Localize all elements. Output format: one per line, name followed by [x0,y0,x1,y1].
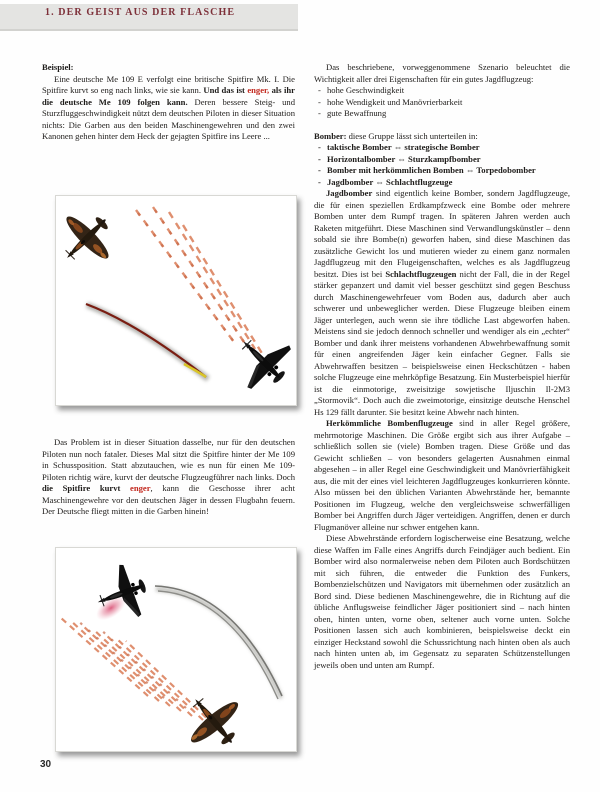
example-label: Beispiel: [42,62,74,72]
text-segment: diese Gruppe lässt sich unterteilen in: [346,130,478,141]
dogfight-illustration-2 [56,548,294,749]
turn-path-swoosh [86,304,208,379]
text-segment: Deren bessere Steig- und Sturzfluggeschwindigkeit nützt dem deutschen Piloten in dieser Situation nichts: Die Garben aus den beiden Maschinengewehren und den zwei Kanonen gehen hinter dem Heck der gejagten Spitfire ins Leere ... [42,96,296,141]
fighter-traits-list [314,85,570,120]
tracer-fire-lines [136,207,263,355]
problem-paragraph [42,437,295,518]
text-segment: enger, [247,85,270,95]
text-segment: , kann die Geschosse ihrer acht Maschinengewehre vor den deutschen Jäger in dessen Flugbahn feuern. Der Deutsche fliegt mitten in die Garben hinein! [42,483,295,516]
text-segment: Das beschriebene, vorweggenommene Szenario beleuchtet die Wichtigkeit aller drei Eigenschaften für ein gutes Jagdflugzeug: [314,62,570,84]
list-item: - gute Bewaffnung [314,108,570,120]
text-segment: Bomber: [314,130,347,141]
tracer-fire-lines [60,617,214,725]
scenario-paragraph [314,62,570,85]
chapter-title: 1. DER GEIST AUS DER FLASCHE [45,7,236,18]
escape-path-swoosh [155,586,282,699]
tracer-fire-accents [138,210,246,345]
text-segment: Diese Abwehrstände erfordern logischerweise eine Besatzung, welche diese Waffen im Falle eines Angriffs durch Feindjäger auch bedient. Ein Bomber wird also normalerweise neben dem Piloten auch Bordschützen mit sich führen, die entweder die Funktion des Funkers, Bombenzielschützen und Navigators mit übernehmen oder zusätzlich an Bord sind. Diese bedienen Maschinengewehre, die in Richtung auf die übliche Anflugsweise feindlicher Jäger positioniert sind – nach hinten oben, hinten unten, vorne oben, seltener auch vorne unten. Solche Positionen lassen sich auch kombinieren, beispielsweise deckt ein einziger Heckstand sowohl die Schussrichtung nach hinten oben als auch nach hinten unten ab, im Gegensatz zu separaten Schützenstellungen jeweils oben und unten am Rumpf. [314,533,570,670]
text-segment: die Spitfire kurvt [42,483,131,493]
text-segment: enger [130,483,151,493]
problem-block [42,437,295,518]
bombenflugzeuge-paragraph [314,418,570,533]
bomber-types-list [314,142,570,188]
text-segment: Eine deutsche Me 109 E verfolgt eine britische Spitfire Mk. I. Die Spitfire kurvt so eng nach links, wie sie kann. [42,73,295,95]
spitfire-plane [172,680,254,749]
text-segment: sind eigentlich keine Bomber, sondern Jagdflugzeuge, die für einen speziellen Erdkampfzweck eine Bombe oder mehrere Bomben unter dem Rumpf tragen. In späteren Jahren werden auch Raketen mitgeführt. Diese Maschinen sind Verwandlungskünstler – denn sobald sie ihre Bombe(n) geworfen haben, sind diese Maschinen das zusätzliche Gewicht los und mutieren wieder zu einem ganz normalen Jagdflugzeug mit den Flugeigenschaften, welches es als Jagdflugzeug besitzt. Dies ist bei [314,188,570,279]
list-item: - hohe Wendigkeit und Manövrierbarkeit [314,97,570,109]
list-item: - hohe Geschwindigkeit [314,85,570,97]
list-item: - Jagdbomber ⇔ Schlachtflugzeuge [314,177,570,189]
dogfight-illustration-1 [56,196,294,403]
text-segment: sind in aller Regel größere, mehrmotorige Maschinen. Die Größe ergibt sich aus ihrer Aufgabe – schließlich sollen sie (viele) Bomben tragen. Diese Größe und das Gewicht schließen – von besonders gelagerten Ausnahmen einmal abgesehen – in aller Regel eine Geschwindigkeit und Manövrierfähigkeit aus, die mit der eines viel leichteren Jagdflugzeuges konkurrieren könnte. Also müssen bei den üblichen Varianten Abwehrstände her, bemannte Positionen im Flugzeug, welche den vergleichsweise schwerfälligen Bomber bei Angriffen durch Jäger verteidigen. Angriffen, denen er durch Flugmanöver alleine nur schwer entgehen kann. [314,418,570,532]
text-segment: als ihr die deutsche Me 109 folgen kann. [42,85,295,107]
list-item: - Bomber mit herkömmlichen Bomben ⇔ Torpedobomber [314,165,570,177]
text-segment: Das Problem ist in dieser Situation dasselbe, nur für den deutschen Piloten nun noch fataler. Dieses Mal sitzt die Spitfire hinter der Me 109 in Schussposition. Statt abzutauchen, wie es nun für einen Me 109-Piloten richtig wäre, kurvt der deutsche Flugzeugführer nach links. Doch [42,437,295,482]
text-segment: Schlachtflugzeugen [385,268,457,279]
text-segment: Herkömmliche Bombenflugzeuge [326,418,453,428]
abwehrstaende-paragraph [314,533,570,671]
me109-plane [222,320,294,400]
text-segment: Jagdbomber [326,188,373,198]
spitfire-plane [56,199,126,278]
text-segment: Und das ist [203,85,248,95]
figure-dogfight-spitfire-evades [55,195,297,406]
example-paragraph [42,74,295,143]
bomber-intro-line [314,131,570,143]
list-item: - Horizontalbomber ⇔ Sturzkampfbomber [314,154,570,166]
text-segment: nicht der Fall, die in der Regel stärker gepanzert und damit viel besser geschützt sind gegen Beschuss durch Maschinengewehrfeuer vom Boden aus, dadurch aber auch schwerer und unbeweglicher werden. Diese Flugzeuge bleiben einem Jäger unterlegen, auch wenn sie ihre tödliche Last abgeworfen haben. Meistens sind sie jedoch dennoch schneller und wendiger als ein „echter“ Bomber und dank ihrer meistens vorhandenen Abwehrbewaffnung somit für einen angreifenden Jäger kein einfacher Gegner. Falls sie Abwehrwaffen besitzen – beispielsweise einen Heckschützen - haben solche Flugzeuge eine mehrköpfige Besatzung. Ein Musterbeispiel hierfür ist die einmotorige, zweisitzige sowjetische Iljuschin Il-2M3 „Stormovik“. Doch auch die zweimotorige, einsitzige deutsche Henschel Hs 129 fällt darunter. Sie besitzt keine Abwehr nach hinten. [314,268,570,417]
jagdbomber-paragraph [314,188,570,418]
list-item: - taktische Bomber ⇔ strategische Bomber [314,142,570,154]
right-column [314,62,570,671]
example-block [42,62,295,143]
figure-dogfight-spitfire-attacks [55,547,297,752]
page-number: 30 [40,759,52,770]
